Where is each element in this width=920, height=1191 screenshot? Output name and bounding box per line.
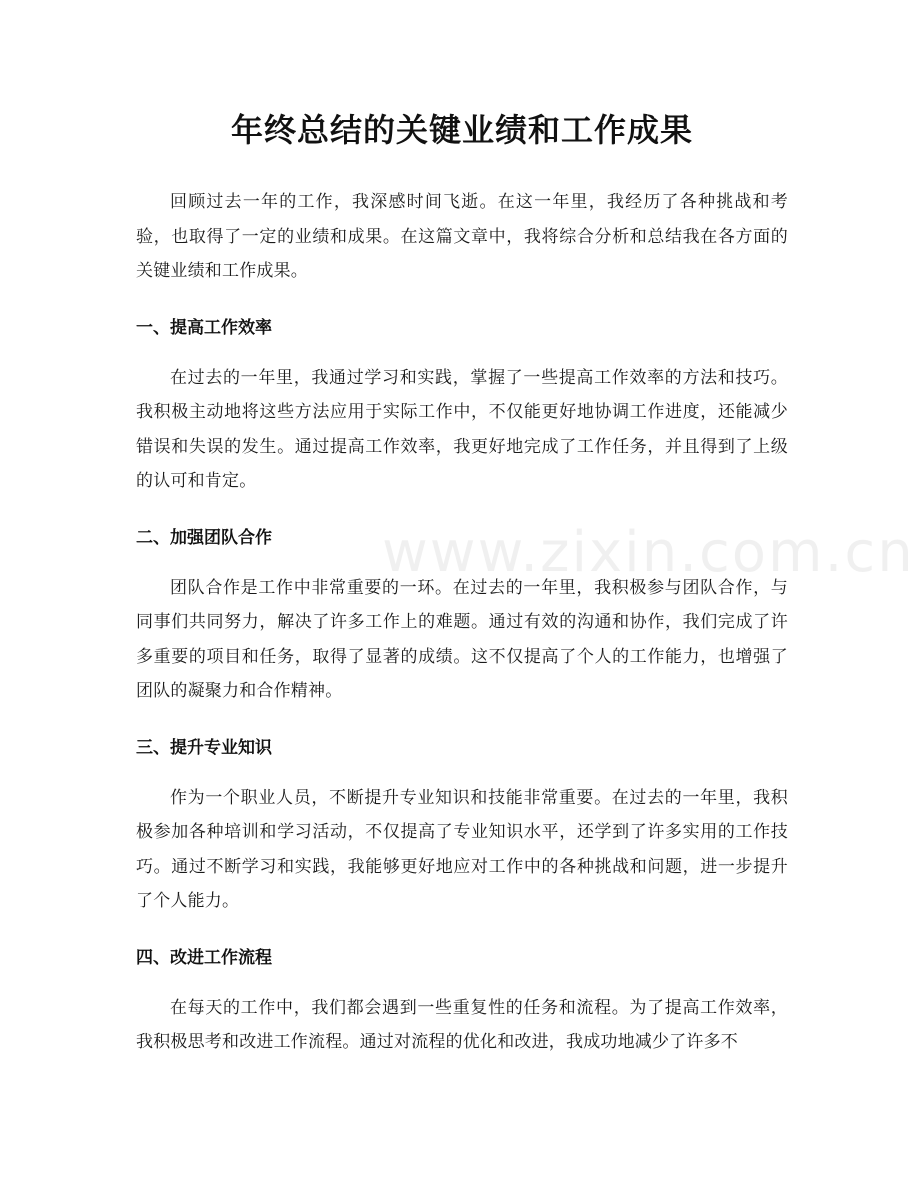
section-body-1: 在过去的一年里，我通过学习和实践，掌握了一些提高工作效率的方法和技巧。我积极主动地将这些方法应用于实际工作中，不仅能更好地协调工作进度，还能减少错误和失误的发生。通过提高工作效率，我更好地完成了工作任务，并且得到了上级的认可和肯定。	[136, 367, 788, 491]
section-body-4: 在每天的工作中，我们都会遇到一些重复性的任务和流程。为了提高工作效率，我积极思考和改进工作流程。通过对流程的优化和改进，我成功地减少了许多不	[136, 997, 788, 1052]
section-heading-4: 四、改进工作流程	[136, 947, 272, 968]
section-body-3: 作为一个职业人员，不断提升专业知识和技能非常重要。在过去的一年里，我积极参加各种培训和学习活动，不仅提高了专业知识水平，还学到了许多实用的工作技巧。通过不断学习和实践，我能够更好地应对工作中的各种挑战和问题，进一步提升了个人能力。	[136, 787, 788, 911]
watermark: www.zixin.com.cn	[382, 520, 915, 585]
intro-paragraph: 回顾过去一年的工作，我深感时间飞逝。在这一年里，我经历了各种挑战和考验，也取得了一定的业绩和成果。在这篇文章中，我将综合分析和总结我在各方面的关键业绩和工作成果。	[136, 192, 788, 281]
section-heading-1: 一、提高工作效率	[136, 317, 272, 338]
section-heading-3: 三、提升专业知识	[136, 737, 272, 758]
section-heading-2: 二、加强团队合作	[136, 527, 272, 548]
section-body-2: 团队合作是工作中非常重要的一环。在过去的一年里，我积极参与团队合作，与同事们共同努力，解决了许多工作上的难题。通过有效的沟通和协作，我们完成了许多重要的项目和任务，取得了显著的成绩。这不仅提高了个人的工作能力，也增强了团队的凝聚力和合作精神。	[136, 577, 788, 701]
document-title: 年终总结的关键业绩和工作成果	[230, 111, 693, 149]
